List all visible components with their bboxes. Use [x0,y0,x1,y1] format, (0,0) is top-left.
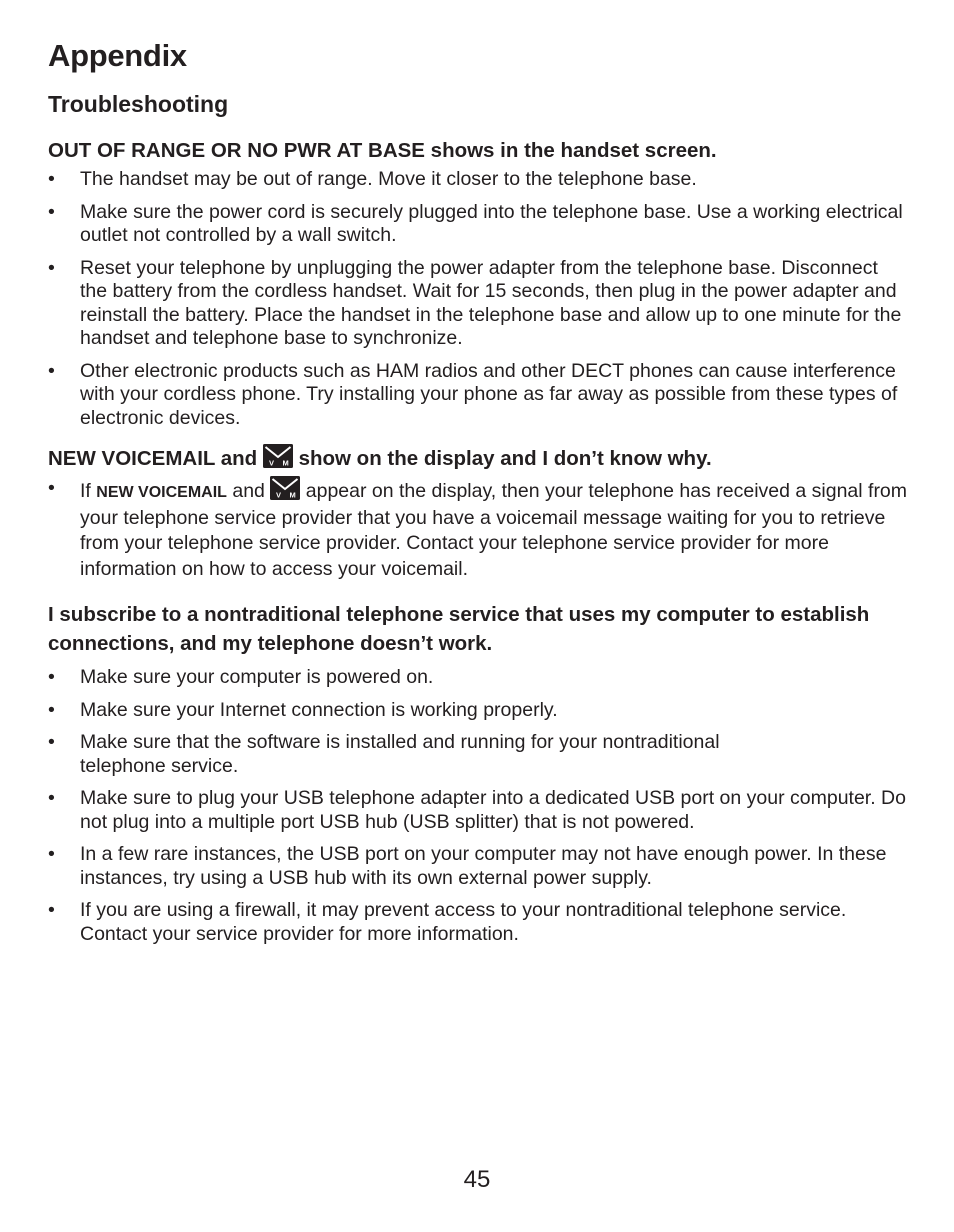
topic-list-out-of-range [48,168,908,430]
list-item-text: Make sure to plug your USB telephone adapter into a dedicated USB port on your computer. Do not plug into a multiple port USB hub (USB splitter) that is not powered. [80,787,906,833]
voicemail-envelope-icon [270,476,300,500]
heading-text-after-icon: show on the display and I don’t know why. [298,447,712,470]
list-item: • Other electronic products such as HAM radios and other DECT phones can cause interference with your cordless phone. Try installing your phone as far away as possible from these types of electronic devices. [48,359,898,429]
list-item: • In a few rare instances, the USB port on your computer may not have enough power. In these instances, try using a USB hub with its own external power supply. [48,843,887,889]
list-item: • If NEW VOICEMAIL and V M appear on the display, then your telephone has received a signal from your telephone service provider that you have a voicemail message waiting for you to retrieve from your telephone service provider. Contact your telephone service provider for more information on how to access your voicemail. [48,477,908,580]
bullet-and: and [232,480,265,502]
list-item: • Make sure your Internet connection is working properly. [48,698,558,721]
list-item-text: Other electronic products such as HAM radios and other DECT phones can cause interference with your cordless phone. Try installing your phone as far away as possible from these types of electronic devices. [80,359,898,429]
page-number: 45 [463,1166,491,1193]
list-item-text: Make sure your Internet connection is working properly. [80,698,558,721]
topic-heading-nontraditional-service: I subscribe to a nontraditional telephone service that uses my computer to establish connections, and my telephone doesn’t work. [48,603,870,655]
voicemail-icon-letter-m: M [282,458,289,468]
voicemail-envelope-icon [263,444,293,468]
list-item-text: Make sure the power cord is securely plugged into the telephone base. Use a working electrical outlet not controlled by a wall switch. [80,200,903,246]
voicemail-icon-letter-v: V [276,490,282,500]
list-item: • Make sure your computer is powered on. [48,666,434,688]
list-item-text: Reset your telephone by unplugging the power adapter from the telephone base. Disconnect the battery from the cordless handset. Wait for 15 seconds, then plug in the power adapter and reinstall the battery. Place the handset in the telephone base and allow up to one minute for the handset and telephone base to synchronize. [80,256,902,349]
bullet-rest: appear on the display, then your telephone has received a signal from your telephone service provider that you have a voicemail message waiting for you to retrieve from your telephone service provider. Contact your telephone service provider for more information on how to access your voicemail. [80,480,908,580]
list-item: • Make sure that the software is installed and running for your nontraditional telephone service. [48,731,908,778]
list-item: • If you are using a firewall, it may prevent access to your nontraditional telephone service. Contact your service provider for more information. [48,899,908,946]
list-item-text: Make sure that the software is installed and running for your nontraditional telephone service. [80,731,720,777]
heading-text-before-icon: NEW VOICEMAIL and [48,447,258,470]
list-item: • Make sure to plug your USB telephone adapter into a dedicated USB port on your computer. Do not plug into a multiple port USB hub (USB splitter) that is not powered. [48,787,906,833]
list-item-text: In a few rare instances, the USB port on your computer may not have enough power. In these instances, try using a USB hub with its own external power supply. [80,843,887,889]
topic-heading-out-of-range: OUT OF RANGE OR NO PWR AT BASE shows in the handset screen. [48,139,717,162]
voicemail-icon-letter-v: V [268,458,274,468]
page-title: Appendix [48,38,187,73]
list-item-text: The handset may be out of range. Move it closer to the telephone base. [80,168,697,190]
topic-list-new-voicemail [48,476,908,582]
section-title: Troubleshooting [48,91,229,117]
list-item: • Make sure the power cord is securely plugged into the telephone base. Use a working electrical outlet not controlled by a wall switch. [48,200,903,246]
topic-list-nontraditional-service [48,666,908,946]
topic-heading-new-voicemail [48,444,908,473]
list-item-text: If you are using a firewall, it may prevent access to your nontraditional telephone service. Contact your service provider for more information. [80,899,847,945]
list-item: • Reset your telephone by unplugging the power adapter from the telephone base. Disconnect the battery from the cordless handset. Wait for 15 seconds, then plug in the power adapter and reinstall the battery. Place the handset in the telephone base and allow up to one minute for the handset and telephone base to synchronize. [48,256,902,349]
voicemail-icon-letter-m: M [289,490,297,500]
list-item-text: Make sure your computer is powered on. [80,666,434,688]
new-voicemail-keyword: NEW VOICEMAIL [96,484,227,501]
troubleshooting-content [48,136,908,955]
bullet-prefix: If [80,480,91,502]
list-item: • The handset may be out of range. Move it closer to the telephone base. [48,168,697,190]
